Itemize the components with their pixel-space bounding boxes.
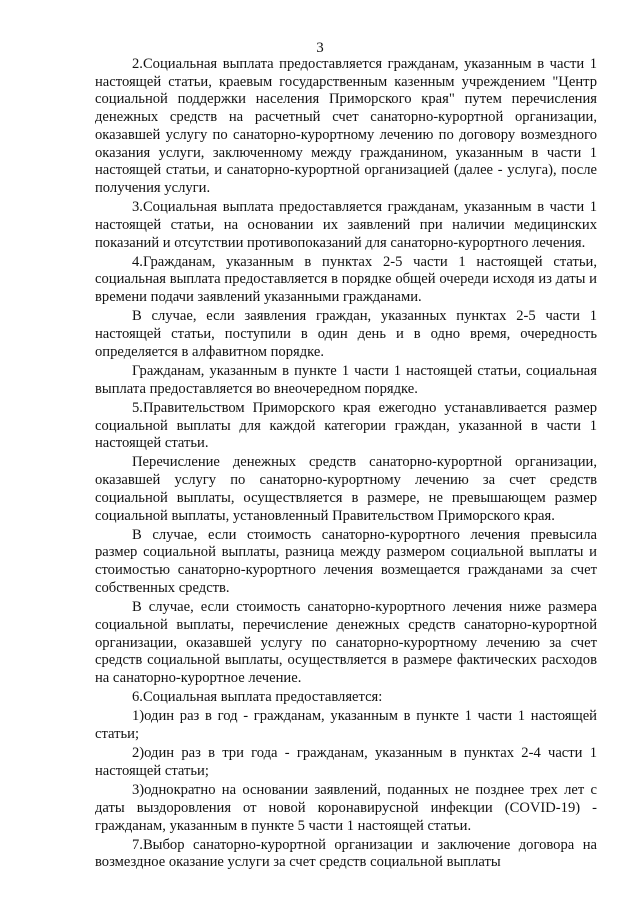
paragraph: В случае, если заявления граждан, указанных пунктах 2-5 части 1 настоящей статьи, поступили в один день и в одно время, очередность определяется в алфавитном порядке.: [95, 308, 597, 360]
page-number: 3: [316, 40, 324, 56]
paragraph: 1)один раз в год - гражданам, указанным в пункте 1 части 1 настоящей статьи;: [95, 708, 597, 743]
paragraph: 5.Правительством Приморского края ежегодно устанавливается размер социальной выплаты для каждой категории граждан, указанной в части 1 настоящей статьи.: [95, 399, 597, 452]
paragraph: 2)один раз в три года - гражданам, указанным в пунктах 2-4 части 1 настоящей статьи;: [95, 745, 597, 779]
paragraph: 3.Социальная выплата предоставляется гражданам, указанным в части 1 настоящей статьи, на основании их заявлений при наличии медицинских показаний и отсутствии противопоказаний для санаторно-курортного лечения.: [95, 199, 597, 251]
paragraph: В случае, если стоимость санаторно-курортного лечения ниже размера социальной выплаты, перечисление денежных средств санаторно-курортной организации, оказавшей услугу по санаторно-курортному лечению за счет средств социальной выплаты, осуществляется в размере фактических расходов на санаторно-курортное лечение.: [95, 599, 597, 686]
paragraph: 7.Выбор санаторно-курортной организации и заключение договора на возмездное оказание услуги за счет средств социальной выплаты: [95, 836, 597, 871]
document-body: [95, 56, 597, 874]
paragraph: 6.Социальная выплата предоставляется:: [132, 689, 383, 706]
paragraph: В случае, если стоимость санаторно-курортного лечения превысила размер социальной выплаты, разница между размером социальной выплаты и стоимостью санаторно-курортного лечения возмещается гражданами за счет собственных средств.: [95, 526, 597, 596]
paragraph: 4.Гражданам, указанным в пунктах 2-5 части 1 настоящей статьи, социальная выплата предоставляется в порядке общей очереди исходя из даты и времени подачи заявлений указанными гражданами.: [95, 253, 597, 306]
paragraph: Перечисление денежных средств санаторно-курортной организации, оказавшей услугу по санаторно-курортному лечению за счет средств социальной выплаты, осуществляется в размере, не превышающем размер социальной выплаты, установленный Правительством Приморского края.: [95, 454, 597, 524]
paragraph: Гражданам, указанным в пункте 1 части 1 настоящей статьи, социальная выплата предоставляется во внеочередном порядке.: [95, 362, 597, 397]
paragraph: 2.Социальная выплата предоставляется гражданам, указанным в части 1 настоящей статьи, краевым государственным казенным учреждением "Центр социальной поддержки населения Приморского края" путем перечисления денежных средств на расчетный счет санаторно-курортной организации, оказавшей услугу по санаторно-курортному лечению по договору возмездного оказания услуги, заключенному между гражданином, указанным в части 1 настоящей статьи, и санаторно-курортной организацией (далее - услуга), после получения услуги.: [95, 56, 597, 196]
paragraph: 3)однократно на основании заявлений, поданных не позднее трех лет с даты выздоровления от новой коронавирусной инфекции (COVID-19) - гражданам, указанным в пункте 5 части 1 настоящей статьи.: [95, 782, 597, 834]
